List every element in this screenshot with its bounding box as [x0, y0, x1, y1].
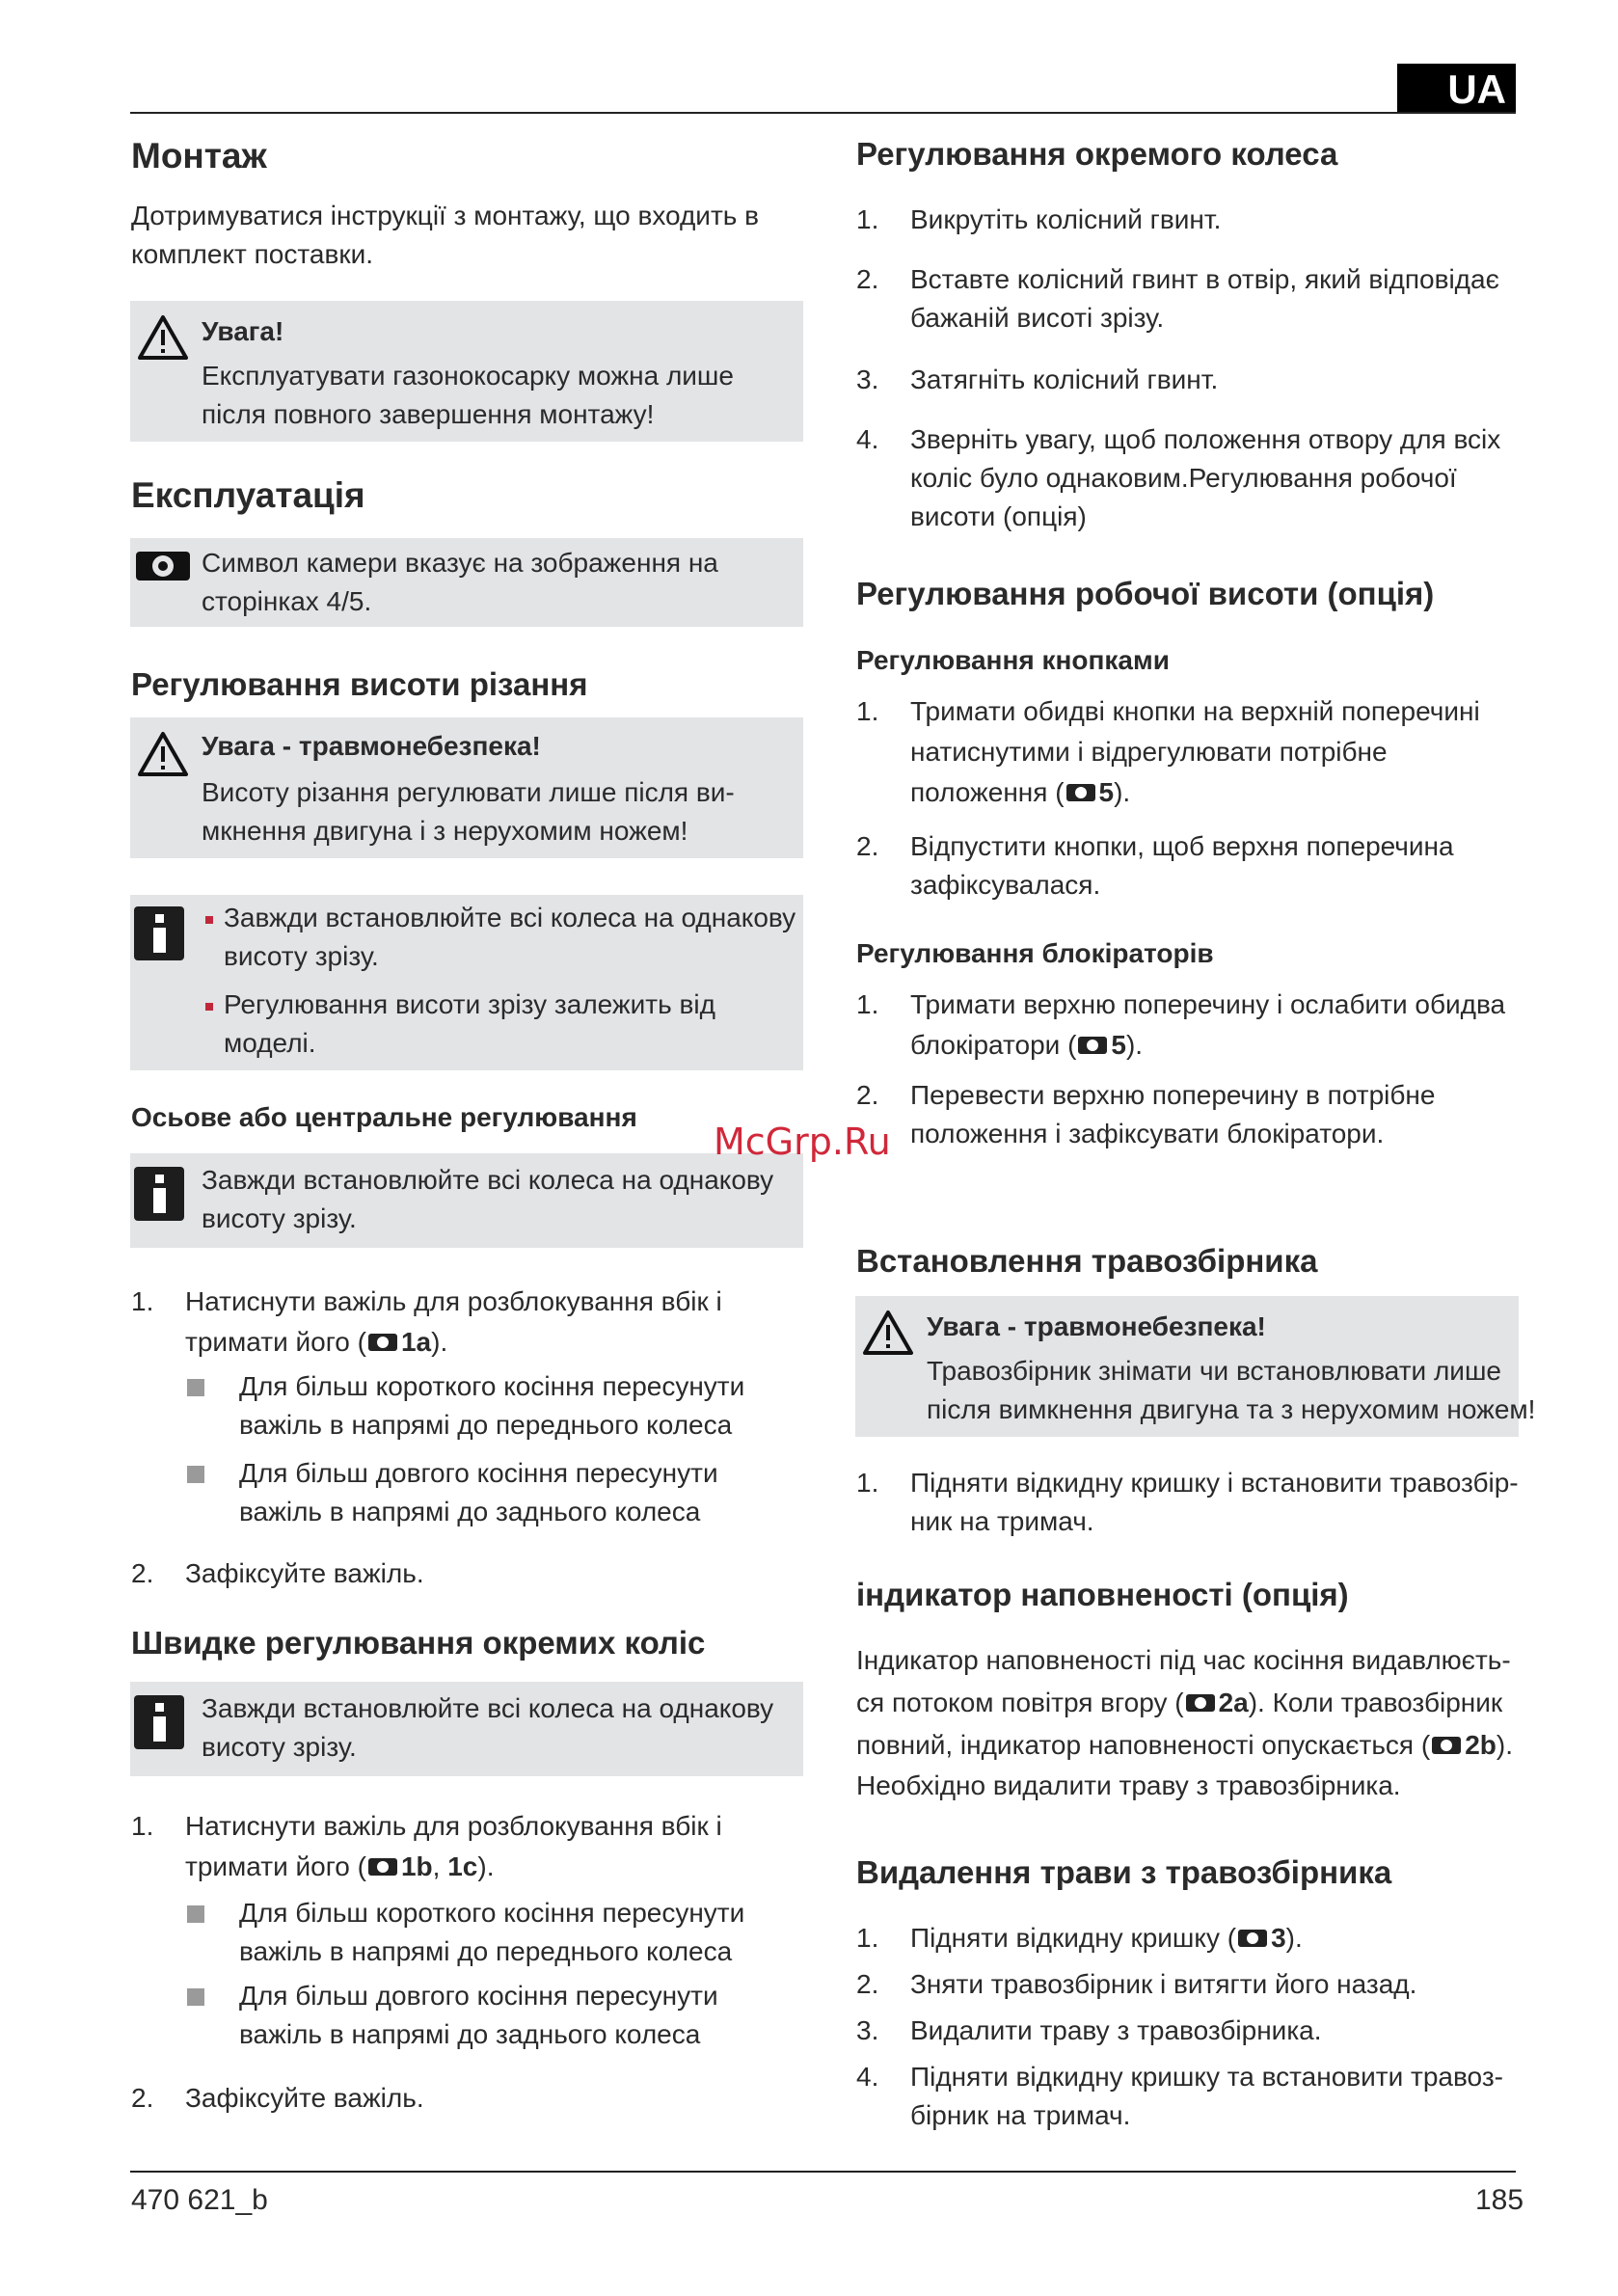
- camera-icon: [1066, 784, 1095, 801]
- info-box-quick: [130, 1682, 803, 1776]
- warning-icon: [863, 1310, 913, 1356]
- sub-item-line2: важіль в напрямі до заднього колеса: [239, 2019, 701, 2049]
- info-icon: [134, 1695, 184, 1749]
- section-title-single-wheel: Регулювання окремого колеса: [856, 136, 1338, 172]
- camera-icon: [368, 1858, 397, 1876]
- indicator-text-line2: ся потоком повітря вгору ( 2a). Коли травозбірник: [856, 1688, 1503, 1717]
- info-box-cut-height: [130, 895, 803, 1070]
- section-title-grass-box: Встановлення травозбірника: [856, 1243, 1318, 1279]
- camera-note-line2: сторінках 4/5.: [202, 586, 372, 616]
- sub-item-line2: важіль в напрямі до заднього колеса: [239, 1497, 701, 1526]
- info-text-line2: висоту зрізу.: [202, 1203, 357, 1233]
- camera-icon: [1078, 1037, 1107, 1054]
- watermark: McGrp.Ru: [714, 1121, 891, 1163]
- bullet-marker: [205, 916, 213, 924]
- indicator-text-line3: повний, індикатор наповненості опускається ( 2b).: [856, 1730, 1513, 1760]
- warning-title: Увага - травмонебезпека!: [202, 731, 541, 761]
- info-box-axial: [130, 1153, 803, 1248]
- info-icon: [134, 906, 184, 960]
- sub-item-line1: Для більш короткого косіння пересунути: [239, 1898, 745, 1928]
- camera-icon: [368, 1334, 397, 1351]
- sub-item-line1: Для більш довгого косіння пересунути: [239, 1981, 718, 2011]
- section-title-axial: Осьове або центральне регулювання: [131, 1102, 637, 1132]
- section-title-montazh: Монтаж: [131, 136, 267, 176]
- warning-text-line2: після вимкнення двигуна та з нерухомим ножем!: [927, 1394, 1536, 1424]
- indicator-text-line4: Необхідно видалити траву з травозбірника.: [856, 1770, 1401, 1800]
- bullet-square: [187, 1905, 204, 1923]
- warning-box-cut-height: [130, 717, 803, 858]
- section-title-indicator: індикатор наповненості (опція): [856, 1577, 1349, 1612]
- language-tab: UA: [1397, 64, 1516, 114]
- subsection-title-buttons: Регулювання кнопками: [856, 645, 1170, 675]
- section-title-ekspl: Експлуатація: [131, 475, 365, 515]
- info-bullet1-line1: Завжди встановлюйте всі колеса на однакову: [224, 903, 796, 932]
- sub-item-line1: Для більш короткого косіння пересунути: [239, 1371, 745, 1401]
- section-title-remove: Видалення трави з травозбірника: [856, 1854, 1392, 1890]
- camera-icon: [136, 552, 190, 581]
- info-text-line1: Завжди встановлюйте всі колеса на однакову: [202, 1693, 774, 1723]
- header-rule: [130, 112, 1516, 114]
- warning-text-line1: Травозбірник знімати чи встановлювати лише: [927, 1356, 1501, 1386]
- sub-item-line2: важіль в напрямі до переднього колеса: [239, 1936, 733, 1966]
- warning-icon: [138, 731, 188, 777]
- indicator-text-line1: Індикатор наповненості під час косіння видавлюєть-: [856, 1645, 1511, 1675]
- bullet-square: [187, 1466, 204, 1483]
- section-title-quick: Швидке регулювання окремих коліс: [131, 1625, 706, 1661]
- info-icon: [134, 1167, 184, 1221]
- camera-icon: [1238, 1930, 1267, 1947]
- section-title-work-height: Регулювання робочої висоти (опція): [856, 576, 1435, 611]
- montazh-text-line1: Дотримуватися інструкції з монтажу, що входить в: [131, 201, 760, 230]
- warning-box-grass-box: [855, 1296, 1536, 1437]
- info-bullet2-line1: Регулювання висоти зрізу залежить від: [224, 989, 715, 1019]
- warning-text-line2: після повного завершення монтажу!: [202, 399, 655, 429]
- info-text-line1: Завжди встановлюйте всі колеса на однакову: [202, 1165, 774, 1195]
- info-bullet1-line2: висоту зрізу.: [224, 941, 379, 971]
- info-text-line2: висоту зрізу.: [202, 1732, 357, 1762]
- sub-item-line2: важіль в напрямі до переднього колеса: [239, 1410, 733, 1440]
- bullet-square: [187, 1379, 204, 1396]
- warning-icon: [138, 314, 188, 361]
- section-title-cut-height: Регулювання висоти різання: [131, 666, 588, 702]
- warning-text-line1: Висоту різання регулювати лише після ви-: [202, 777, 735, 807]
- bullet-marker: [205, 1003, 213, 1011]
- camera-note-line1: Символ камери вказує на зображення на: [202, 548, 718, 578]
- warning-box-montazh: [130, 301, 803, 442]
- camera-icon: [1432, 1737, 1461, 1754]
- document-id: 470 621_b: [131, 2184, 268, 2216]
- page-number: 185: [1475, 2184, 1524, 2216]
- footer-rule: [130, 2171, 1516, 2173]
- warning-title: Увага - травмонебезпека!: [927, 1311, 1266, 1341]
- camera-icon: [1186, 1694, 1215, 1712]
- montazh-text-line2: комплект поставки.: [131, 239, 373, 269]
- camera-note-box: [130, 538, 803, 627]
- bullet-square: [187, 1988, 204, 2006]
- warning-title: Увага!: [202, 316, 284, 346]
- warning-text-line2: мкнення двигуна і з нерухомим ножем!: [202, 816, 688, 846]
- sub-item-line1: Для більш довгого косіння пересунути: [239, 1458, 718, 1488]
- warning-text-line1: Експлуатувати газонокосарку можна лише: [202, 361, 734, 391]
- subsection-title-locks: Регулювання блокіраторів: [856, 938, 1214, 968]
- info-bullet2-line2: моделі.: [224, 1028, 316, 1058]
